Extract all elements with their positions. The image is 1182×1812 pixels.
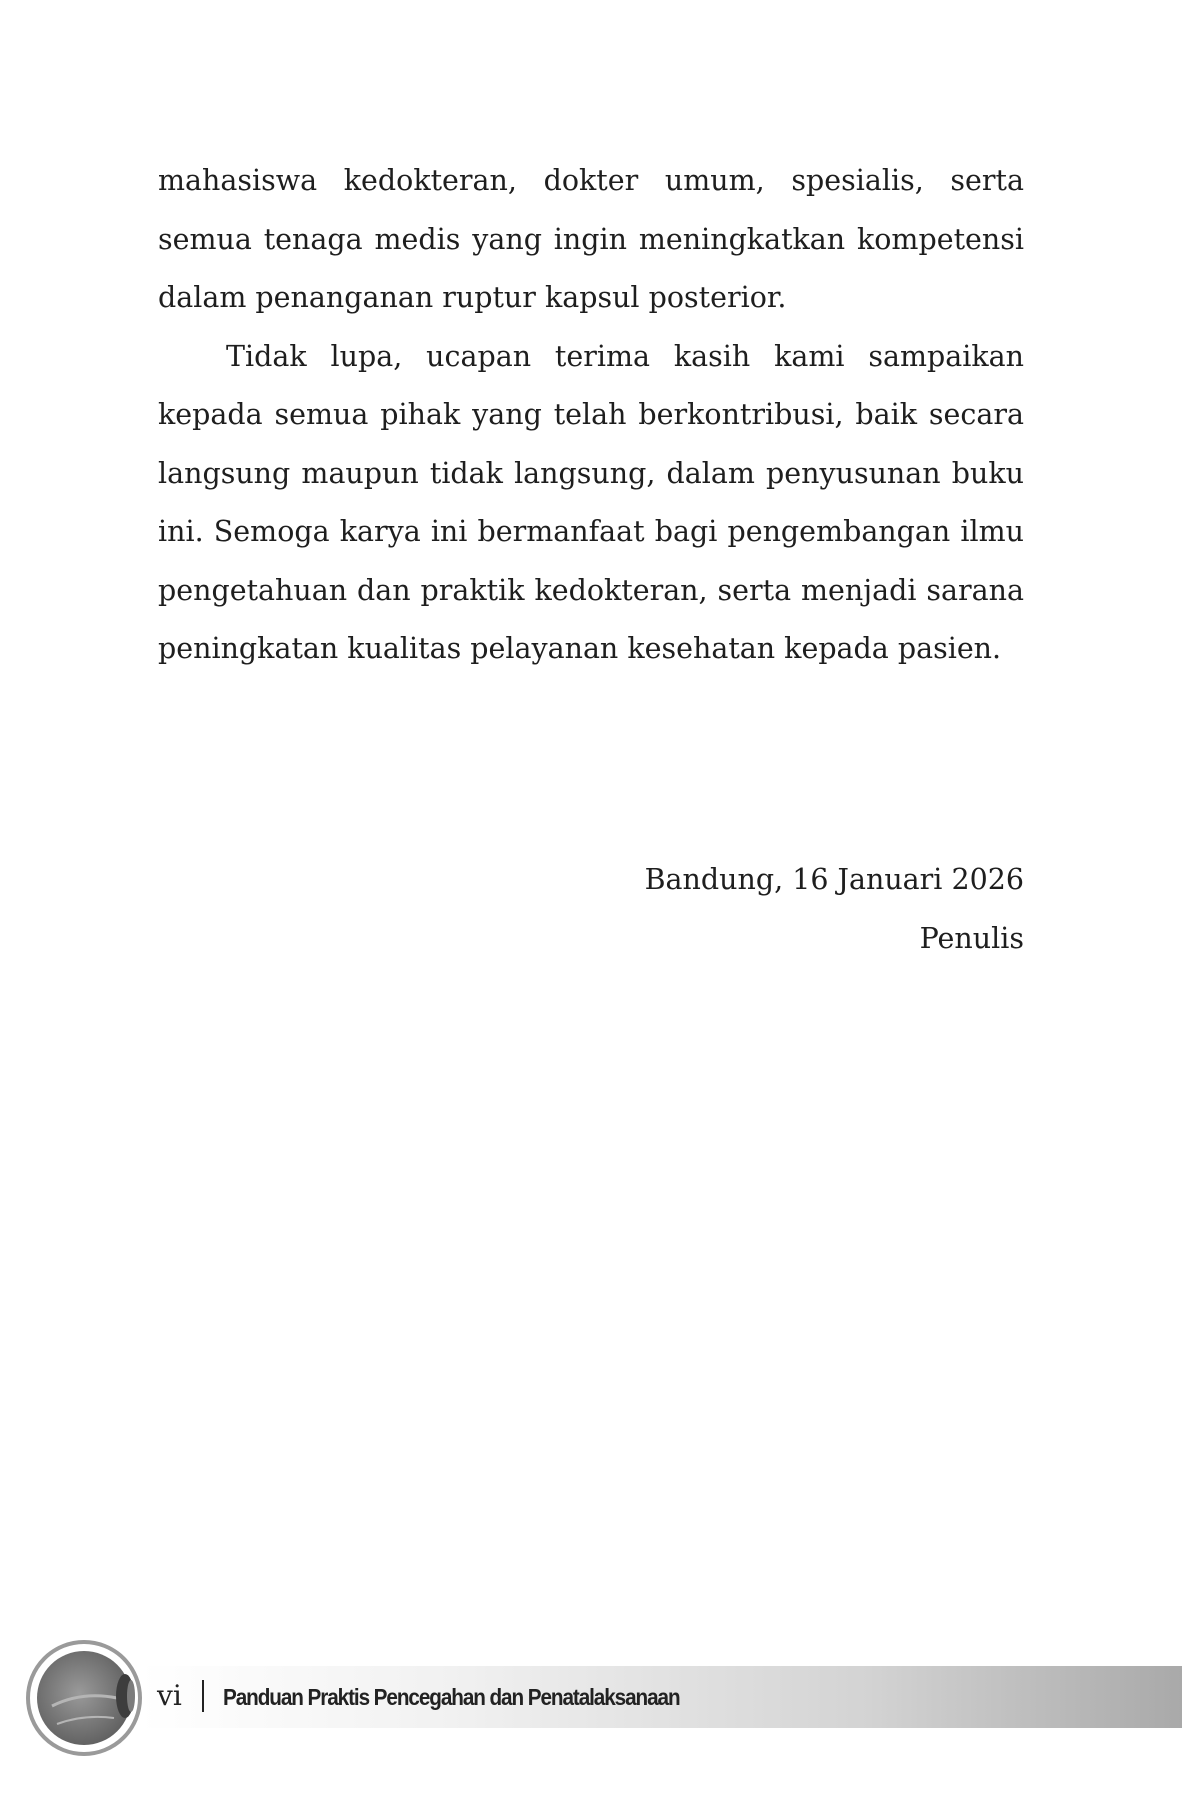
running-title: Panduan Praktis Pencegahan dan Penatalaksanaan <box>223 1684 680 1710</box>
paragraph-continuation: mahasiswa kedokteran, dokter umum, spesialis, serta semua tenaga medis yang ingin meningkatkan kompetensi dalam penanganan ruptur kapsul posterior. <box>158 164 1024 314</box>
page-number: vi <box>157 1679 182 1712</box>
place-date: Bandung, 16 Januari 2026 <box>644 863 1024 896</box>
author-label: Penulis <box>919 921 1024 955</box>
page-body <box>158 152 1024 679</box>
eye-icon <box>22 1636 152 1766</box>
footer-separator <box>202 1680 204 1712</box>
paragraph-acknowledgement: Tidak lupa, ucapan terima kasih kami sampaikan kepada semua pihak yang telah berkontribusi, baik secara langsung maupun tidak langsung, dalam penyusunan buku ini. Semoga karya ini bermanfaat bagi pengembangan ilmu pengetahuan dan praktik kedokteran, serta menjadi sarana peningkatan kualitas pelayanan kesehatan kepada pasien. <box>158 339 1024 665</box>
closing-signature <box>645 851 1024 968</box>
